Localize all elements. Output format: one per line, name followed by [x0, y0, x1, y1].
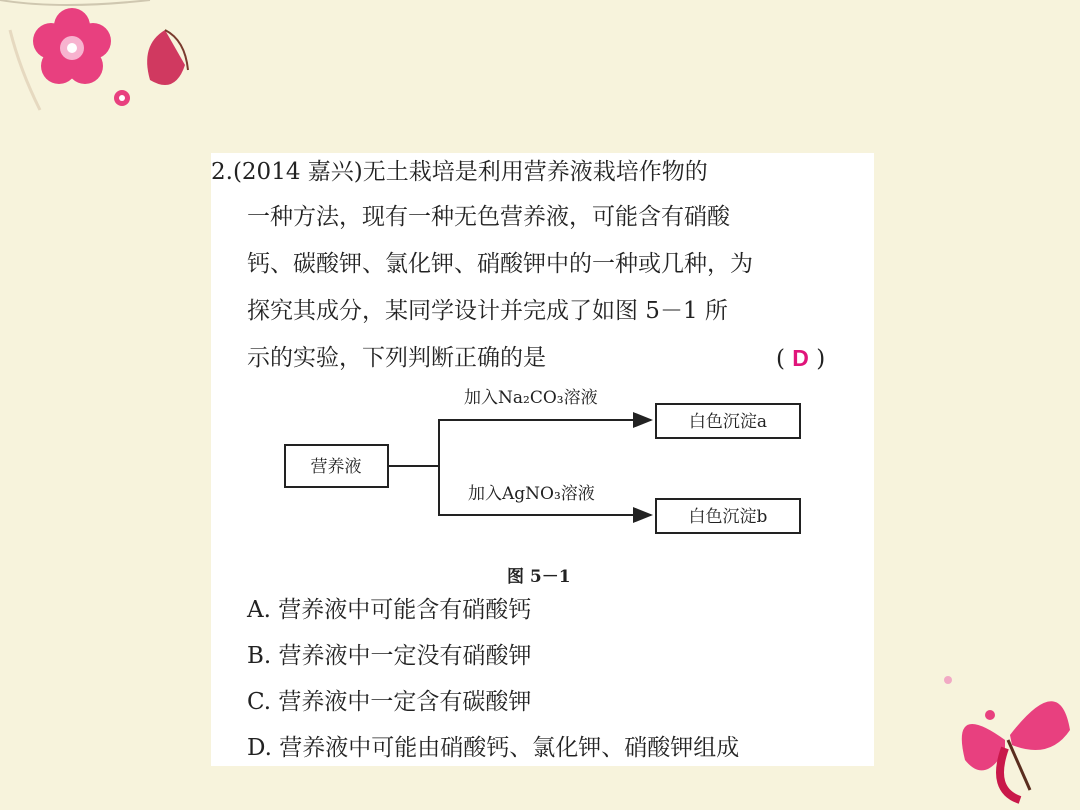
- top-reagent-label: 加入Na₂CO₃溶液: [464, 388, 598, 408]
- question-source: (2014 嘉兴): [232, 159, 363, 185]
- question-panel: [211, 153, 874, 766]
- option-d: D. 营养液中可能由硝酸钙、氯化钾、硝酸钾组成: [247, 735, 740, 761]
- bottom-reagent-label: 加入AgNO₃溶液: [468, 484, 595, 504]
- flower-decoration-icon: [0, 0, 190, 130]
- option-b: B. 营养液中一定没有硝酸钾: [247, 643, 532, 669]
- question-line-3: 钙、碳酸钾、氯化钾、硝酸钾中的一种或几种，为: [247, 251, 753, 277]
- bottom-result-label: 白色沉淀b: [688, 507, 768, 527]
- source-box-label: 营养液: [310, 457, 362, 477]
- question-number: 2.: [211, 159, 233, 185]
- answer-open: (: [776, 346, 785, 372]
- question-line-4: 探究其成分，某同学设计并完成了如图 5－1 所: [247, 298, 728, 324]
- experiment-diagram: [211, 153, 874, 766]
- question-line-2: 一种方法，现有一种无色营养液，可能含有硝酸: [247, 204, 730, 230]
- figure-caption: 图 5－1: [507, 567, 571, 587]
- option-c: C. 营养液中一定含有碳酸钾: [247, 689, 532, 715]
- answer-close: ): [816, 346, 826, 372]
- question-text-1: 无土栽培是利用营养液栽培作物的: [362, 159, 708, 185]
- question-line-5: 示的实验，下列判断正确的是: [247, 345, 546, 371]
- answer-letter: D: [792, 345, 809, 371]
- butterfly-decoration-icon: [930, 660, 1080, 810]
- option-a: A. 营养液中可能含有硝酸钙: [247, 597, 532, 623]
- top-result-label: 白色沉淀a: [688, 412, 768, 432]
